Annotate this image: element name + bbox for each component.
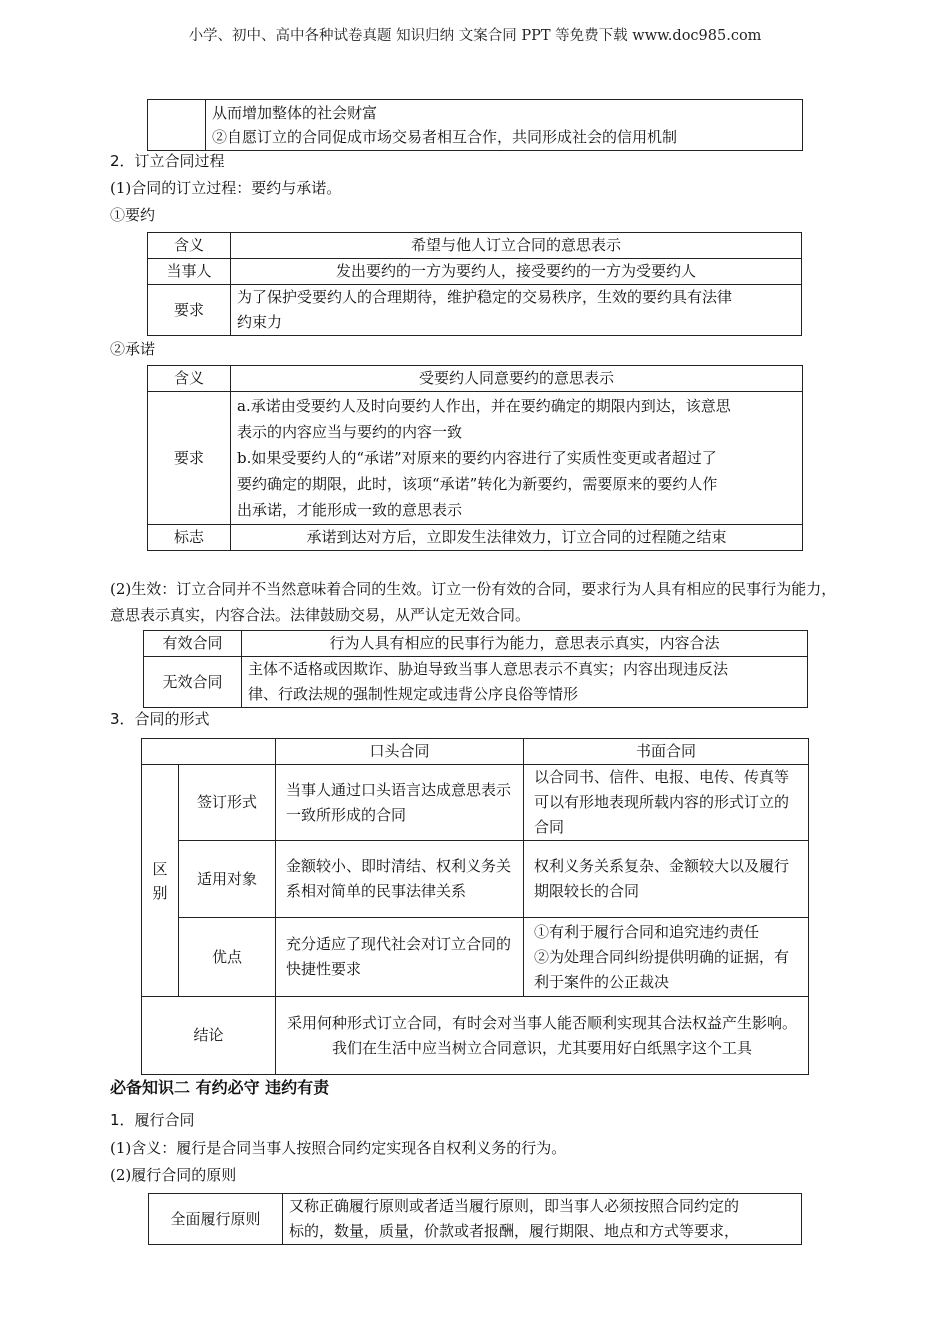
offer-party-key: 当事人: [148, 259, 231, 285]
table-row: [142, 739, 809, 765]
row-key: 签订形式: [179, 765, 276, 841]
continuation-empty-cell: [148, 100, 206, 151]
table-row: [148, 392, 803, 525]
oral-cell: 当事人通过口头语言达成意思表示一致所形成的合同: [276, 765, 524, 841]
offer-meaning-key: 含义: [148, 233, 231, 259]
accept-req-line: a.承诺由受要约人及时向要约人作出，并在要约确定的期限内到达，该意思: [237, 397, 731, 415]
section-2-title: 2．订立合同过程: [110, 152, 225, 170]
k2-p1: (1)含义：履行是合同当事人按照合同约定实现各自权利义务的行为。: [110, 1139, 567, 1157]
table-row: [148, 233, 802, 259]
col-oral: 口头合同: [276, 739, 524, 765]
offer-req-key: 要求: [148, 285, 231, 336]
conclusion-value: 采用何种形式订立合同，有时会对当事人能否顺利实现其合法权益产生影响。我们在生活中应当树立合同意识，尤其要用好白纸黑字这个工具: [276, 997, 809, 1075]
forms-table: [141, 738, 809, 1075]
conclusion-key: 结论: [142, 997, 276, 1075]
accept-req-line: 表示的内容应当与要约的内容一致: [237, 423, 463, 441]
k2-section-1-title: 1．履行合同: [110, 1111, 195, 1129]
invalid-line-1: 主体不适格或因欺诈、胁迫导致当事人意思表示不真实；内容出现违反法: [248, 660, 729, 678]
accept-mark-key: 标志: [148, 525, 231, 551]
offer-label: ①要约: [110, 206, 156, 224]
accept-req-line: b.如果受要约人的“承诺”对原来的要约内容进行了实质性变更或者超过了: [237, 449, 717, 467]
written-adv-line-2: ②为处理合同纠纷提供明确的证据，有利于案件的公正裁决: [534, 947, 790, 991]
k2-p2: (2)履行合同的原则: [110, 1166, 237, 1184]
offer-table: [147, 232, 802, 336]
table-row: [142, 841, 809, 918]
offer-req-line-2: 约束力: [237, 313, 283, 331]
valid-key: 有效合同: [144, 631, 242, 657]
principle-line-2: 标的，数量，质量，价款或者报酬，履行期限、地点和方式等要求，: [289, 1222, 740, 1240]
table-row: [148, 366, 803, 392]
accept-table: [147, 365, 803, 551]
written-adv-line-1: ①有利于履行合同和追究违约责任: [534, 922, 760, 941]
offer-req-line-1: 为了保护受要约人的合理期待，维护稳定的交易秩序，生效的要约具有法律: [237, 288, 733, 306]
accept-req-line: 要约确定的期限，此时，该项“承诺”转化为新要约，需要原来的要约人作: [237, 475, 718, 493]
accept-mark-value: 承诺到达对方后，立即发生法律效力，订立合同的过程随之结束: [231, 525, 803, 551]
invalid-line-2: 律、行政法规的强制性规定或违背公序良俗等情形: [248, 685, 579, 703]
principle-line-1: 又称正确履行原则或者适当履行原则，即当事人必须按照合同约定的: [289, 1197, 740, 1215]
invalid-key: 无效合同: [144, 657, 242, 708]
table-row: [142, 997, 809, 1075]
forms-corner-cell: [142, 739, 276, 765]
table-row: [144, 631, 808, 657]
principle-key: 全面履行原则: [149, 1194, 283, 1245]
continuation-line-2: ②自愿订立的合同促成市场交易者相互合作，共同形成社会的信用机制: [212, 128, 678, 146]
written-cell: 权利义务关系复杂、金额较大以及履行期限较长的合同: [524, 841, 809, 918]
s2-p1: (1)合同的订立过程：要约与承诺。: [110, 179, 342, 197]
table-row: [148, 285, 802, 336]
accept-meaning-value: 受要约人同意要约的意思表示: [231, 366, 803, 392]
row-key: 优点: [179, 918, 276, 997]
diff-label: 区别: [142, 765, 179, 997]
table-row: [149, 1194, 802, 1245]
oral-cell: 金额较小、即时清结、权利义务关系相对简单的民事法律关系: [276, 841, 524, 918]
accept-label: ②承诺: [110, 340, 156, 358]
oral-cell: 充分适应了现代社会对订立合同的快捷性要求: [276, 918, 524, 997]
principle-table: [148, 1193, 802, 1245]
page-header: 小学、初中、高中各种试卷真题 知识归纳 文案合同 PPT 等免费下载 www.doc985.com: [188, 28, 762, 44]
table-row: [142, 918, 809, 997]
knowledge-2-title: 必备知识二 有约必守 违约有责: [110, 1078, 330, 1097]
table-row: [148, 525, 803, 551]
accept-meaning-key: 含义: [148, 366, 231, 392]
section-3-title: 3．合同的形式: [110, 710, 210, 728]
continuation-line-1: 从而增加整体的社会财富: [212, 104, 378, 122]
written-cell: 以合同书、信件、电报、电传、传真等可以有形地表现所载内容的形式订立的合同: [524, 765, 809, 841]
s2-p2: (2)生效：订立合同并不当然意味着合同的生效。订立一份有效的合同，要求行为人具有相应的民事行为能力，意思表示真实，内容合法。法律鼓励交易，从严认定无效合同。: [110, 580, 837, 624]
col-written: 书面合同: [524, 739, 809, 765]
table-row: [142, 765, 809, 841]
offer-meaning-value: 希望与他人订立合同的意思表示: [231, 233, 802, 259]
valid-value: 行为人具有相应的民事行为能力，意思表示真实，内容合法: [242, 631, 808, 657]
row-key: 适用对象: [179, 841, 276, 918]
continuation-table: [147, 99, 803, 151]
table-row: [148, 259, 802, 285]
offer-party-value: 发出要约的一方为要约人，接受要约的一方为受要约人: [231, 259, 802, 285]
validity-table: [143, 630, 808, 708]
table-row: [144, 657, 808, 708]
accept-req-line: 出承诺，才能形成一致的意思表示: [237, 501, 463, 519]
accept-req-key: 要求: [148, 392, 231, 525]
